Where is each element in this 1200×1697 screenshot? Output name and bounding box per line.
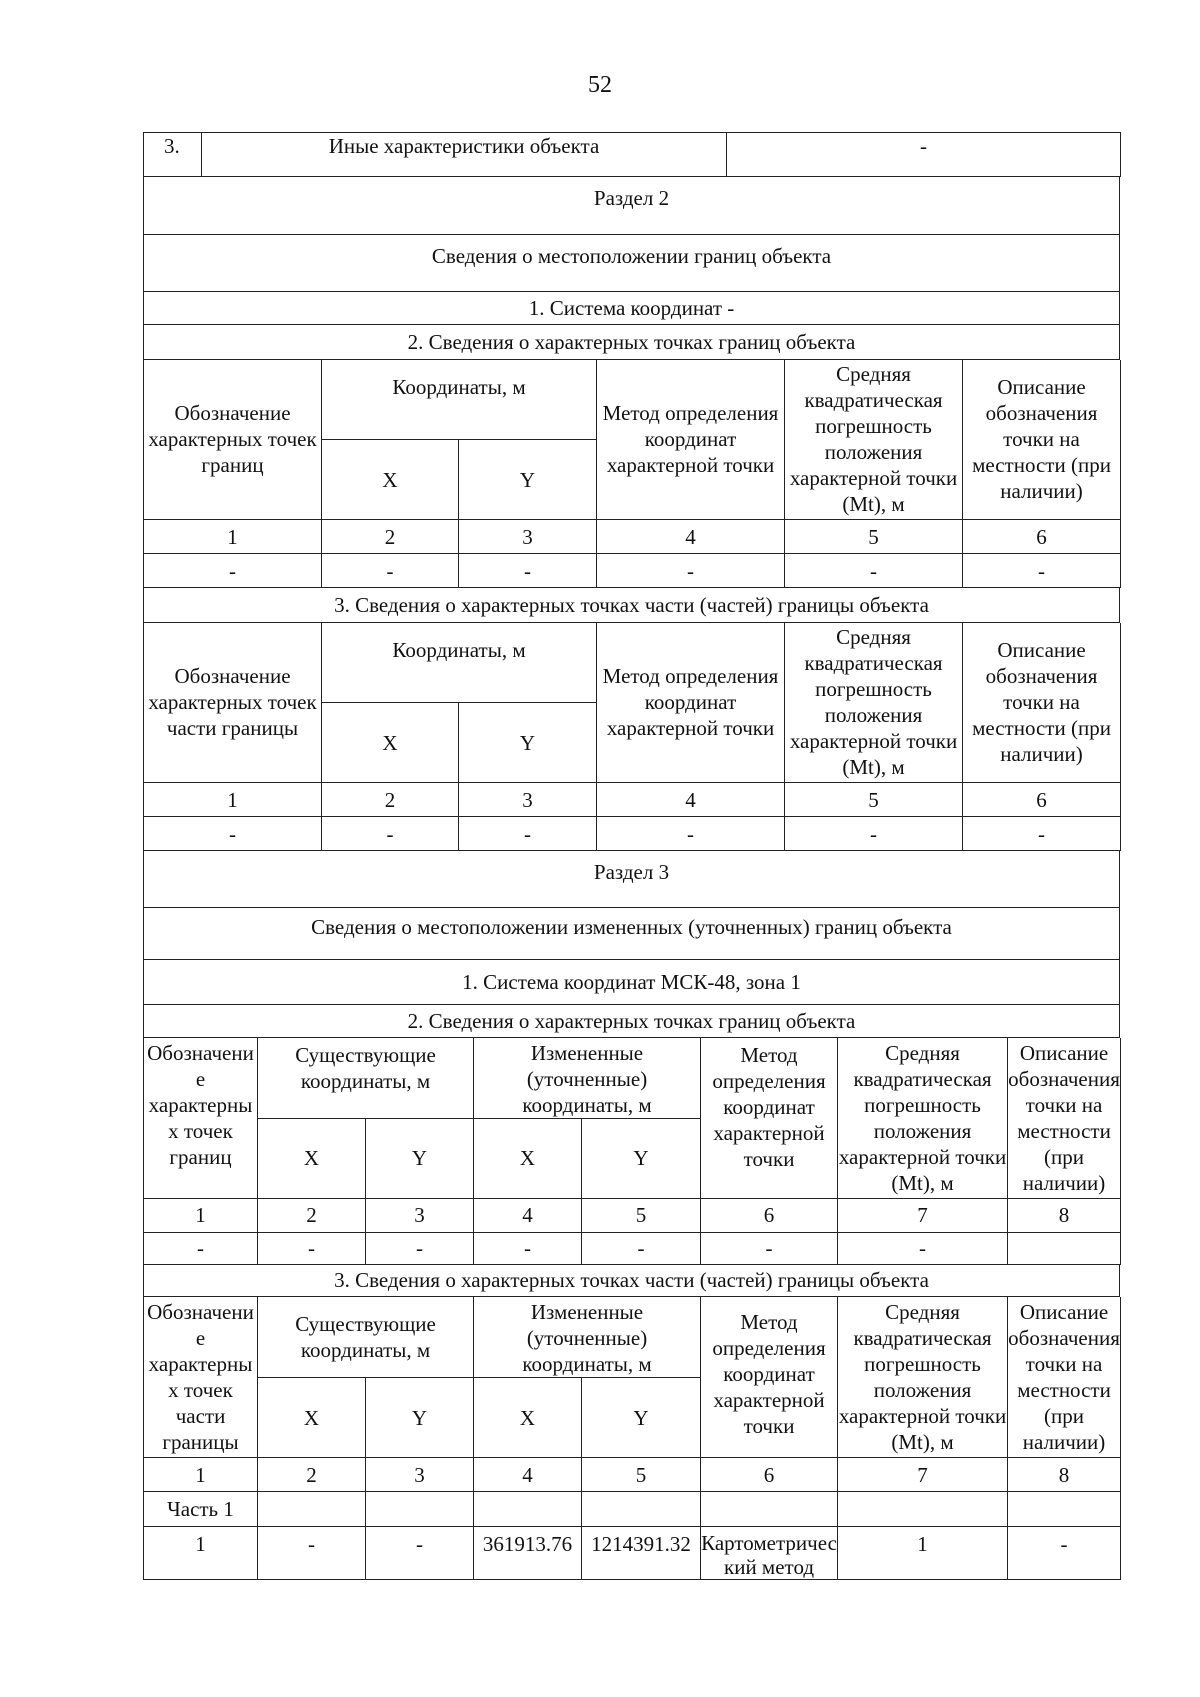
col-number: 1 — [144, 1198, 258, 1232]
table-cell: - — [1008, 1527, 1121, 1580]
col-number: 2 — [322, 783, 459, 817]
section2-coord-system: 1. Система координат - — [144, 291, 1120, 324]
header-y: Y — [459, 703, 597, 783]
header-error: Средняя квадратическая погрешность положения характерной точки (Mt), м — [838, 1038, 1008, 1199]
table-cell: - — [144, 1232, 258, 1264]
table-cell: - — [474, 1232, 582, 1264]
header-changed-x: X — [474, 1118, 582, 1198]
col-number: 3 — [459, 520, 597, 554]
section3-headings — [143, 851, 1120, 1038]
header-existing-y: Y — [366, 1118, 474, 1198]
part-label: Часть 1 — [144, 1492, 258, 1527]
table-cell — [1008, 1492, 1121, 1527]
page-number: 52 — [588, 72, 612, 98]
table-cell: - — [785, 817, 963, 851]
header-method: Метод определения координат характерной точки — [597, 623, 785, 783]
header-description: Описание обозначения точки на местности (при наличии) — [1008, 1297, 1121, 1458]
table-cell: - — [258, 1527, 366, 1580]
header-description: Описание обозначения точки на местности (при наличии) — [1008, 1038, 1121, 1199]
table-cell: 361913.76 — [474, 1527, 582, 1580]
table-cell: - — [597, 554, 785, 588]
section3-title: Раздел 3 — [144, 851, 1120, 907]
header-y: Y — [459, 440, 597, 520]
header-existing-coordinates: Существующие координаты, м — [258, 1038, 474, 1119]
col-number: 4 — [474, 1458, 582, 1492]
table-cell — [701, 1492, 838, 1527]
section1-tail-table — [143, 132, 1121, 177]
header-description: Описание обозначения точки на местности (при наличии) — [963, 623, 1121, 783]
table-cell — [366, 1492, 474, 1527]
col-number: 1 — [144, 1458, 258, 1492]
col-number: 4 — [474, 1198, 582, 1232]
table-cell: - — [963, 554, 1121, 588]
table-cell: - — [144, 554, 322, 588]
col-number: 7 — [838, 1198, 1008, 1232]
col-number: 4 — [597, 783, 785, 817]
header-existing-coordinates: Существующие координаты, м — [258, 1297, 474, 1378]
header-changed-coordinates: Измененные (уточненные) координаты, м — [474, 1038, 701, 1119]
section3-parts-heading — [143, 1265, 1120, 1298]
col-number: 6 — [701, 1458, 838, 1492]
section3-points-title: 2. Сведения о характерных точках границ объекта — [144, 1004, 1120, 1037]
header-designation: Обозначение характерных точек границ — [144, 1038, 258, 1199]
col-number: 7 — [838, 1458, 1008, 1492]
section3-parts-table — [143, 1297, 1121, 1580]
header-designation: Обозначение характерных точек части границы — [144, 623, 322, 783]
table-cell: 1 — [144, 1527, 258, 1580]
header-changed-y: Y — [582, 1378, 701, 1458]
header-designation: Обозначение характерных точек части границы — [144, 1297, 258, 1458]
table-cell — [1008, 1232, 1121, 1264]
table-cell — [838, 1492, 1008, 1527]
table-cell — [474, 1492, 582, 1527]
header-method: Метод определения координат характерной точки — [701, 1297, 838, 1458]
col-number: 6 — [701, 1198, 838, 1232]
table-cell: - — [597, 817, 785, 851]
table-cell: 1 — [838, 1527, 1008, 1580]
header-existing-y: Y — [366, 1378, 474, 1458]
col-number: 2 — [258, 1458, 366, 1492]
col-number: 1 — [144, 520, 322, 554]
col-number: 6 — [963, 783, 1121, 817]
col-number: 5 — [785, 783, 963, 817]
table-cell: - — [366, 1527, 474, 1580]
col-number: 2 — [322, 520, 459, 554]
col-number: 3 — [459, 783, 597, 817]
section2-parts-table — [143, 623, 1121, 852]
table-cell: - — [459, 554, 597, 588]
col-number: 4 — [597, 520, 785, 554]
col-number: 1 — [144, 783, 322, 817]
header-changed-x: X — [474, 1378, 582, 1458]
col-number: 6 — [963, 520, 1121, 554]
table-cell: - — [838, 1232, 1008, 1264]
header-x: X — [322, 703, 459, 783]
section2-points-title: 2. Сведения о характерных точках границ объекта — [144, 324, 1120, 359]
table-cell: 1214391.32 — [582, 1527, 701, 1580]
table-cell: - — [322, 817, 459, 851]
header-x: X — [322, 440, 459, 520]
header-description: Описание обозначения точки на местности (при наличии) — [963, 360, 1121, 520]
section3-subtitle: Сведения о местоположении измененных (уточненных) границ объекта — [144, 907, 1120, 959]
header-error: Средняя квадратическая погрешность положения характерной точки (Mt), м — [838, 1297, 1008, 1458]
table-cell: - — [963, 817, 1121, 851]
col-number: 3 — [366, 1458, 474, 1492]
table-cell — [258, 1492, 366, 1527]
characteristic-value: - — [727, 133, 1121, 177]
table-cell: - — [322, 554, 459, 588]
section2-parts-heading — [143, 588, 1120, 623]
section3-points-table — [143, 1038, 1121, 1265]
table-cell: - — [582, 1232, 701, 1264]
header-changed-coordinates: Измененные (уточненные) координаты, м — [474, 1297, 701, 1378]
table-cell: - — [144, 817, 322, 851]
characteristic-label: Иные характеристики объекта — [202, 133, 727, 177]
section2-headings — [143, 177, 1120, 360]
col-number: 2 — [258, 1198, 366, 1232]
header-method: Метод определения координат характерной точки — [701, 1038, 838, 1199]
col-number: 8 — [1008, 1198, 1121, 1232]
table-cell: - — [701, 1232, 838, 1264]
section2-title: Раздел 2 — [144, 177, 1120, 234]
header-coordinates: Координаты, м — [322, 623, 597, 703]
table-cell — [582, 1492, 701, 1527]
col-number: 8 — [1008, 1458, 1121, 1492]
table-cell: - — [785, 554, 963, 588]
col-number: 5 — [785, 520, 963, 554]
header-designation: Обозначение характерных точек границ — [144, 360, 322, 520]
section2-points-table — [143, 360, 1121, 589]
col-number: 5 — [582, 1198, 701, 1232]
table-cell: Картометрический метод — [701, 1527, 838, 1580]
section2-parts-title: 3. Сведения о характерных точках части (частей) границы объекта — [144, 588, 1120, 622]
row-number: 3. — [144, 133, 202, 177]
header-error: Средняя квадратическая погрешность положения характерной точки (Mt), м — [785, 360, 963, 520]
table-cell: - — [459, 817, 597, 851]
section3-coord-system: 1. Система координат МСК-48, зона 1 — [144, 959, 1120, 1004]
section2-subtitle: Сведения о местоположении границ объекта — [144, 234, 1120, 291]
col-number: 3 — [366, 1198, 474, 1232]
section3-parts-title: 3. Сведения о характерных точках части (частей) границы объекта — [144, 1265, 1120, 1297]
col-number: 5 — [582, 1458, 701, 1492]
header-method: Метод определения координат характерной точки — [597, 360, 785, 520]
header-coordinates: Координаты, м — [322, 360, 597, 440]
table-cell: - — [366, 1232, 474, 1264]
header-error: Средняя квадратическая погрешность положения характерной точки (Mt), м — [785, 623, 963, 783]
table-cell: - — [258, 1232, 366, 1264]
header-changed-y: Y — [582, 1118, 701, 1198]
header-existing-x: X — [258, 1118, 366, 1198]
header-existing-x: X — [258, 1378, 366, 1458]
document-sheet — [143, 132, 1120, 1580]
